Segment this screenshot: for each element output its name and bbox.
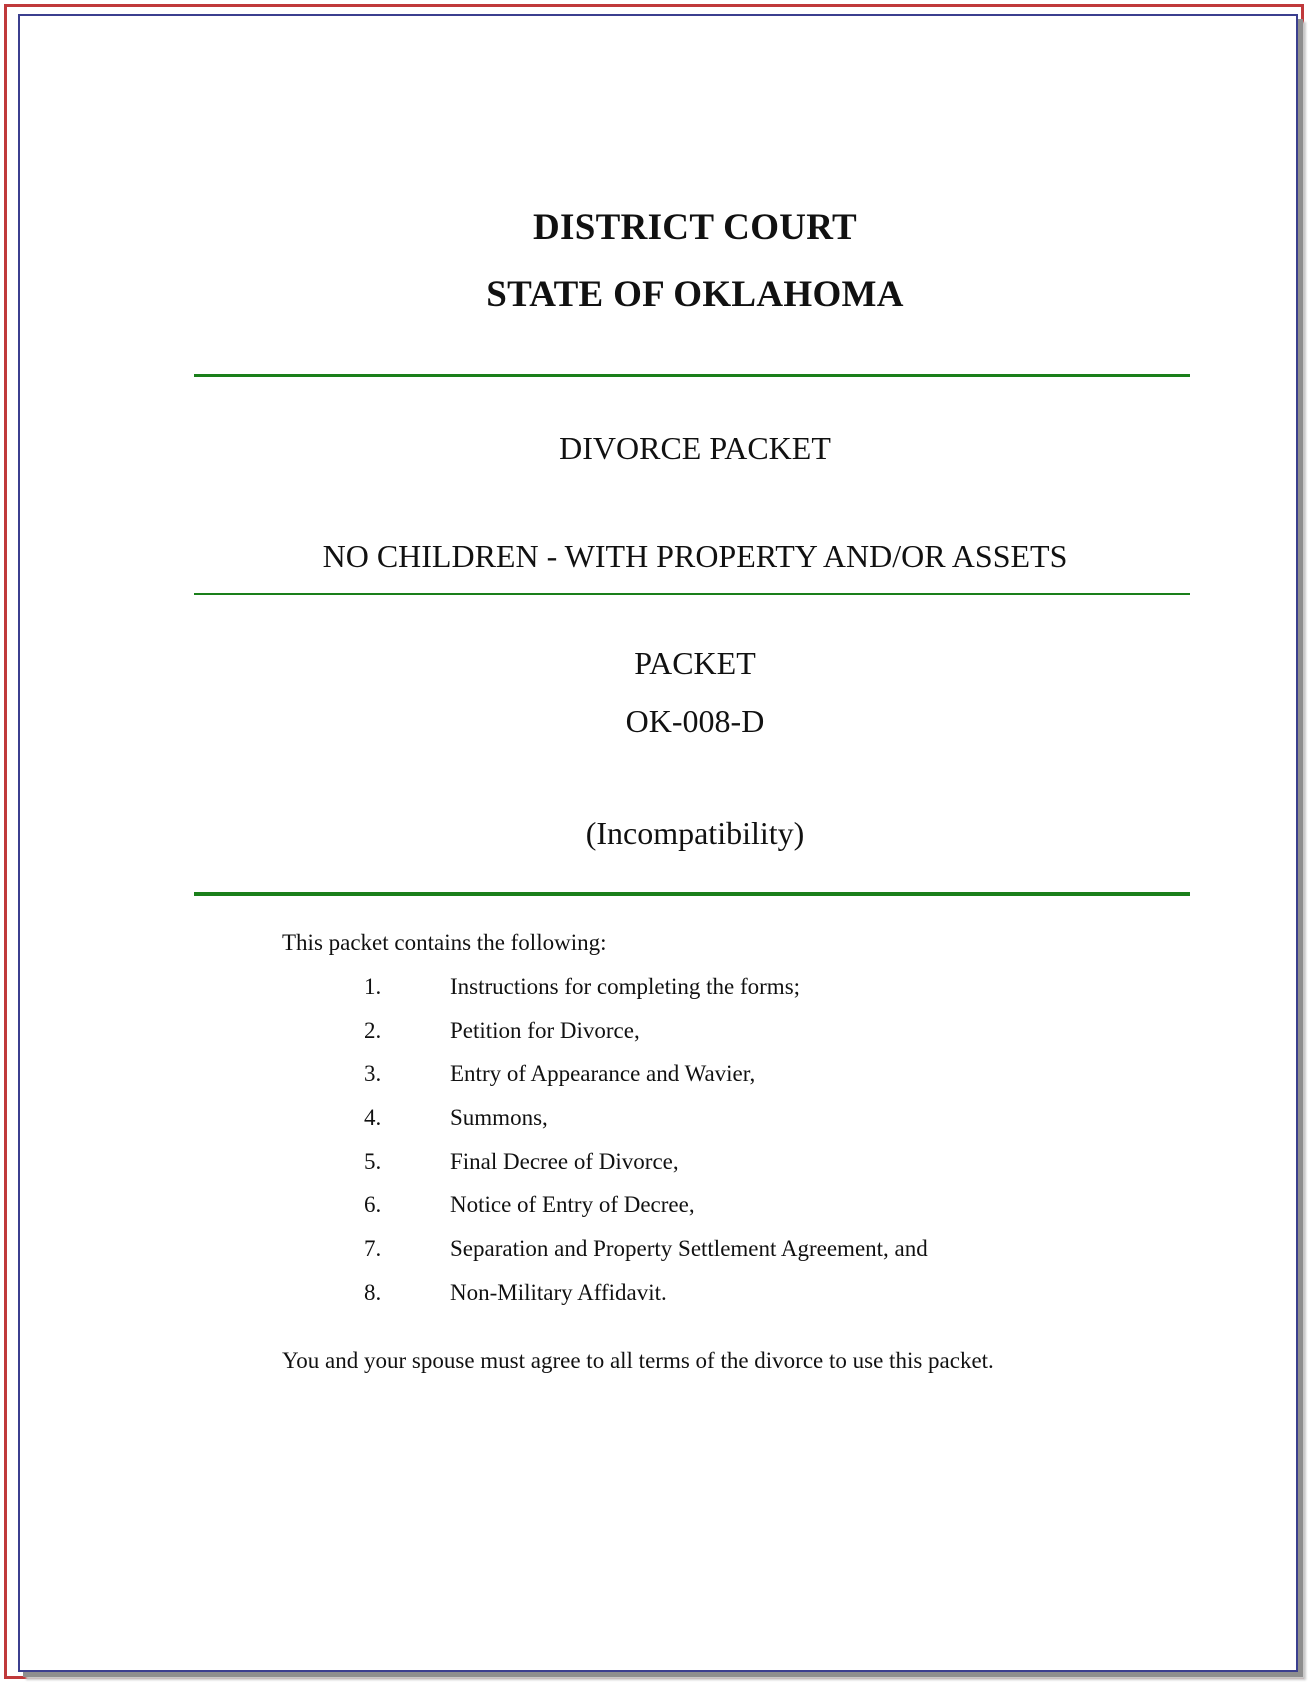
- list-item-number: 2.: [364, 1017, 382, 1043]
- list-item-text: Instructions for completing the forms;: [450, 974, 801, 999]
- list-item-text: Notice of Entry of Decree,: [450, 1192, 695, 1218]
- list-item-text: Petition for Divorce,: [450, 1017, 640, 1043]
- list-item-text: Summons,: [450, 1105, 548, 1131]
- list-item-number: 7.: [364, 1236, 382, 1262]
- packet-grounds: (Incompatibility): [585, 815, 805, 851]
- list-item-text: Separation and Property Settlement Agreement, and: [450, 1236, 928, 1262]
- court-title: DISTRICT COURT: [533, 207, 857, 248]
- divider-bottom: [194, 892, 1190, 896]
- packet-code: OK-008-D: [625, 703, 765, 739]
- list-item-number: 6.: [364, 1192, 382, 1218]
- packet-type: DIVORCE PACKET: [559, 430, 831, 466]
- contents-intro: This packet contains the following:: [282, 930, 607, 955]
- packet-label: PACKET: [634, 645, 756, 681]
- list-item-number: 5.: [364, 1148, 382, 1174]
- divider-top: [194, 374, 1190, 377]
- divider-middle: [194, 593, 1190, 595]
- list-item-number: 3.: [364, 1061, 382, 1087]
- list-item-text: Non-Military Affidavit.: [450, 1279, 667, 1305]
- state-title: STATE OF OKLAHOMA: [486, 274, 904, 315]
- list-item-text: Entry of Appearance and Wavier,: [450, 1061, 756, 1087]
- closing-statement: You and your spouse must agree to all terms of the divorce to use this packet.: [282, 1348, 994, 1373]
- list-item-number: 8.: [364, 1279, 382, 1305]
- list-item-text: Final Decree of Divorce,: [450, 1148, 679, 1174]
- packet-subtitle: NO CHILDREN - WITH PROPERTY AND/OR ASSETS: [322, 538, 1068, 574]
- list-item-number: 1.: [364, 974, 382, 999]
- list-item-number: 4.: [364, 1105, 382, 1131]
